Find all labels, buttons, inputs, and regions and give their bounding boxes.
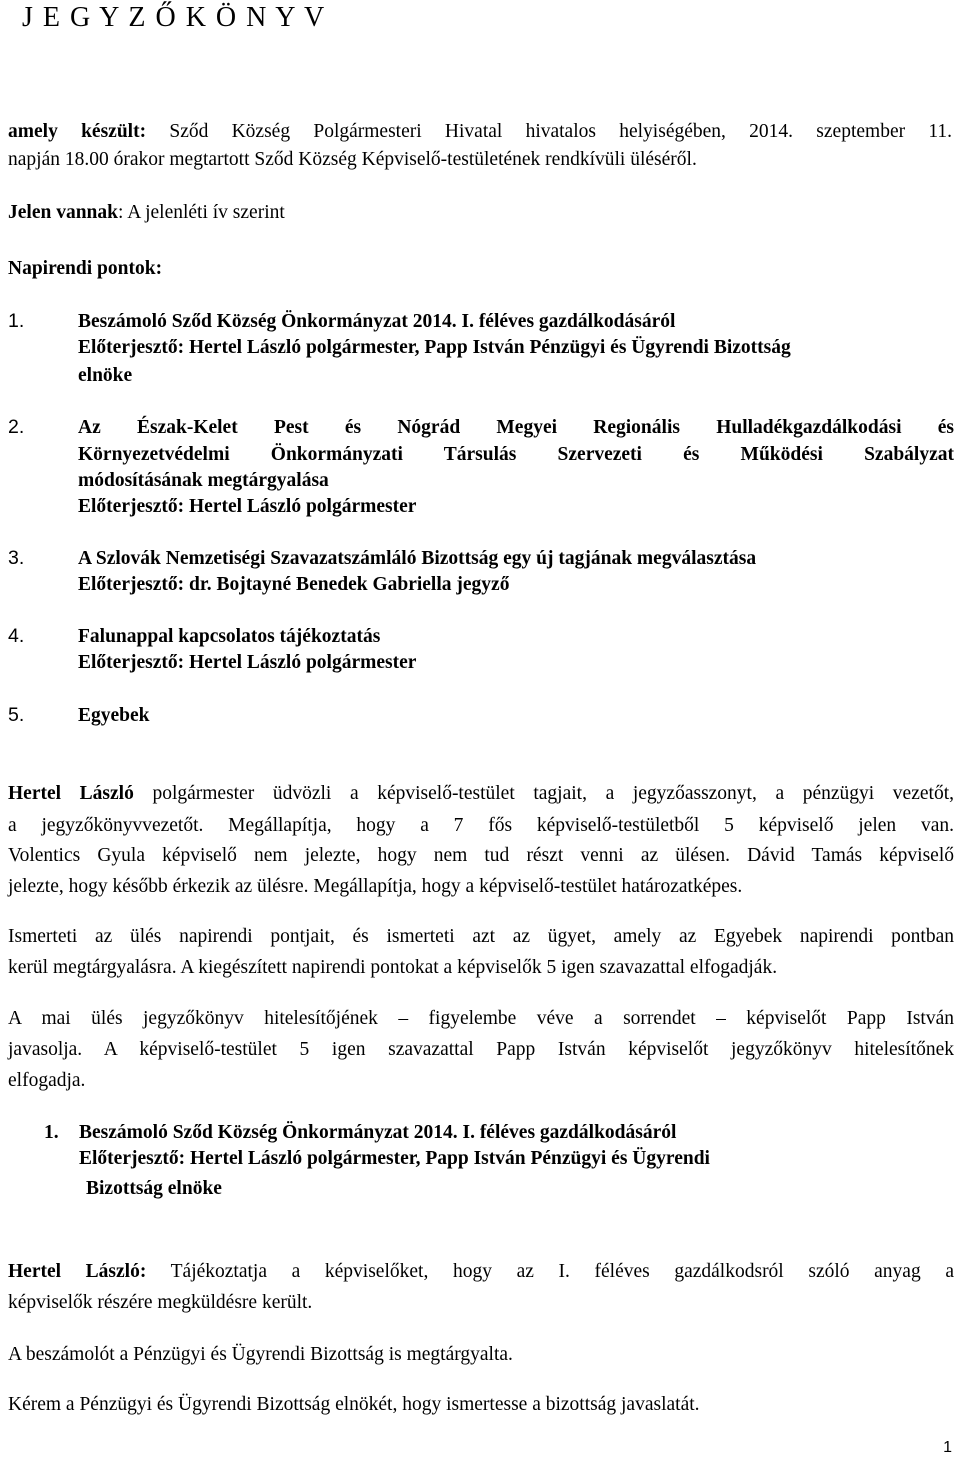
agenda-item-3-number: 3. xyxy=(8,547,25,569)
section-1-heading xyxy=(44,1121,676,1145)
para1-line-4: jelezte, hogy később érkezik az ülésre. Megállapítja, hogy a képviselő-testület határozatképes. xyxy=(8,876,743,897)
agenda-item-2 xyxy=(8,415,954,440)
agenda-item-4-number: 4. xyxy=(8,625,25,647)
section-1-presenter: Előterjesztő: Hertel László polgármester, Papp István Pénzügyi és Ügyrendi xyxy=(79,1148,710,1169)
para1-line-3: Volentics Gyula képviselő nem jelezte, hogy nem tud részt venni az ülésen. Dávid Tamás képviselő xyxy=(8,845,954,866)
intro-line-2: napján 18.00 órakor megtartott Sződ Község Képviselő-testületének rendkívüli üléséről. xyxy=(8,149,697,170)
present-text: : A jelenléti ív szerint xyxy=(117,202,285,223)
section-1-presenter-cont: Bizottság elnöke xyxy=(86,1178,222,1199)
intro-line-1 xyxy=(8,120,952,144)
agenda-item-3-title: A Szlovák Nemzetiségi Szavazatszámláló Bizottság egy új tagjának megválasztása xyxy=(78,548,757,569)
para2-line-2: kerül megtárgyalásra. A kiegészített napirendi pontokat a képviselők 5 igen szavazattal elfogadják. xyxy=(8,957,778,978)
intro-line-1-text: Sződ Község Polgármesteri Hivatal hivatalos helyiségében, 2014. szeptember 11. xyxy=(169,121,952,142)
para6: Kérem a Pénzügyi és Ügyrendi Bizottság elnökét, hogy ismertesse a bizottság javaslatát. xyxy=(8,1394,700,1415)
para5: A beszámolót a Pénzügyi és Ügyrendi Bizottság is megtárgyalta. xyxy=(8,1344,513,1365)
agenda-item-2-presenter: Előterjesztő: Hertel László polgármester xyxy=(78,496,417,517)
document-title: J E G Y Z Ő K Ö N Y V xyxy=(22,2,326,33)
agenda-item-2-title-2: Környezetvédelmi Önkormányzati Társulás Szervezeti és Működési Szabályzat xyxy=(78,444,954,465)
para1-line-2: a jegyzőkönyvvezetőt. Megállapítja, hogy a 7 fős képviselő-testületből 5 képviselő jelen van. xyxy=(8,815,954,836)
present-label: Jelen vannak xyxy=(8,202,118,223)
present-line xyxy=(8,201,285,225)
agenda-heading: Napirendi pontok: xyxy=(8,258,163,279)
agenda-item-4-title: Falunappal kapcsolatos tájékoztatás xyxy=(78,626,381,647)
agenda-item-5-title: Egyebek xyxy=(78,705,150,726)
agenda-item-2-title-1: Az Észak-Kelet Pest és Nógrád Megyei Regionális Hulladékgazdálkodási és xyxy=(78,417,954,438)
para3-line-3: elfogadja. xyxy=(8,1070,86,1091)
agenda-item-3 xyxy=(8,546,756,571)
agenda-item-4-presenter: Előterjesztő: Hertel László polgármester xyxy=(78,652,417,673)
agenda-item-2-number: 2. xyxy=(8,416,25,438)
para1-line-1-text: polgármester üdvözli a képviselő-testület tagjait, a jegyzőasszonyt, a pénzügyi vezetőt, xyxy=(152,783,954,804)
para1-line-1 xyxy=(8,782,954,806)
para3-line-1: A mai ülés jegyzőkönyv hitelesítőjének – figyelembe véve a sorrendet – képviselőt Papp István xyxy=(8,1008,954,1029)
para4-line-1 xyxy=(8,1260,954,1284)
page-number: 1 xyxy=(943,1439,952,1456)
agenda-item-1-title: Beszámoló Sződ Község Önkormányzat 2014. I. féléves gazdálkodásáról xyxy=(78,311,676,332)
agenda-item-1-presenter: Előterjesztő: Hertel László polgármester, Papp István Pénzügyi és Ügyrendi Bizottság xyxy=(78,337,791,358)
intro-label: amely készült: xyxy=(8,121,147,142)
section-1-number: 1. xyxy=(44,1122,59,1143)
agenda-item-3-presenter: Előterjesztő: dr. Bojtayné Benedek Gabriella jegyző xyxy=(78,574,510,595)
agenda-item-1-presenter-cont: elnöke xyxy=(78,365,133,386)
agenda-item-1 xyxy=(8,309,675,334)
section-1-title: Beszámoló Sződ Község Önkormányzat 2014. I. féléves gazdálkodásáról xyxy=(79,1122,677,1143)
agenda-item-2-title-3: módosításának megtárgyalása xyxy=(78,470,329,491)
para2-line-1: Ismerteti az ülés napirendi pontjait, és ismerteti azt az ügyet, amely az Egyebek napirendi pontban xyxy=(8,926,954,947)
para1-speaker: Hertel László xyxy=(8,783,134,804)
agenda-item-1-number: 1. xyxy=(8,310,25,332)
agenda-item-5 xyxy=(8,703,150,728)
para4-speaker: Hertel László: xyxy=(8,1261,147,1282)
para3-line-2: javasolja. A képviselő-testület 5 igen szavazattal Papp István képviselőt jegyzőkönyv hitelesítőnek xyxy=(8,1039,954,1060)
para4-line-2: képviselők részére megküldésre került. xyxy=(8,1292,313,1313)
agenda-item-4 xyxy=(8,624,380,649)
agenda-item-5-number: 5. xyxy=(8,704,25,726)
para4-line-1-text: Tájékoztatja a képviselőket, hogy az I. féléves gazdálkodsról szóló anyag a xyxy=(170,1261,954,1282)
